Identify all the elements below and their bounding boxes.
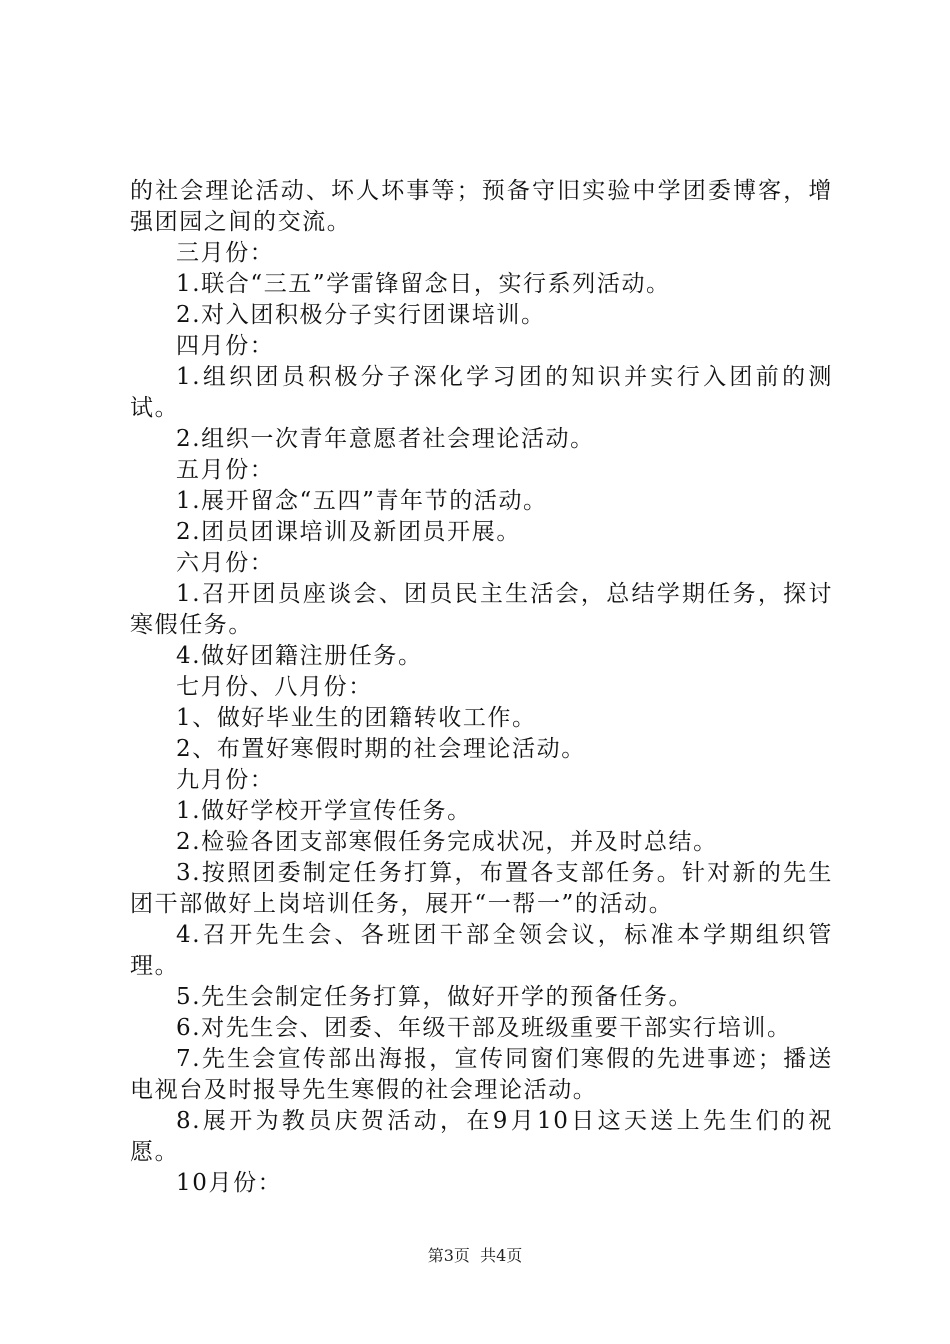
paragraph: 6.对先生会、团委、年级干部及班级重要干部实行培训。: [176, 1015, 792, 1041]
paragraph: 2.组织一次青年意愿者社会理论活动。: [176, 426, 595, 452]
paragraph: 4.做好团籍注册任务。: [176, 643, 423, 669]
paragraph: 2.团员团课培训及新团员开展。: [176, 519, 521, 545]
paragraph: 五月份：: [176, 457, 275, 483]
paragraph: 7.先生会宣传部出海报，宣传同窗们寒假的先进事迹；播送电视台及时报导先生寒假的社会理论活动。: [130, 1046, 833, 1103]
paragraph: 1.展开留念“五四”青年节的活动。: [176, 488, 548, 514]
paragraph: 5.先生会制定任务打算，做好开学的预备任务。: [176, 984, 694, 1010]
paragraph: 1.联合“三五”学雷锋留念日，实行系列活动。: [176, 271, 671, 297]
document-body: [130, 176, 833, 1199]
paragraph: 2、布置好寒假时期的社会理论活动。: [176, 736, 586, 762]
paragraph: 3.按照团委制定任务打算，布置各支部任务。针对新的先生团干部做好上岗培训任务，展开“一帮一”的活动。: [130, 860, 833, 917]
paragraph: 的社会理论活动、坏人坏事等；预备守旧实验中学团委博客，增强团园之间的交流。: [130, 178, 833, 235]
paragraph: 1.做好学校开学宣传任务。: [176, 798, 472, 824]
paragraph: 三月份：: [176, 240, 275, 266]
page-number: 第3页: [427, 1246, 470, 1265]
paragraph: 四月份：: [176, 333, 275, 359]
paragraph: 1.召开团员座谈会、团员民主生活会，总结学期任务，探讨寒假任务。: [130, 581, 833, 638]
paragraph: 2.检验各团支部寒假任务完成状况，并及时总结。: [176, 829, 718, 855]
paragraph: 九月份：: [176, 767, 275, 793]
page-total: 共4页: [480, 1246, 523, 1265]
paragraph: 1、做好毕业生的团籍转收工作。: [176, 705, 537, 731]
paragraph: 2.对入团积极分子实行团课培训。: [176, 302, 546, 328]
paragraph: 4.召开先生会、各班团干部全领会议，标准本学期组织管理。: [130, 922, 833, 979]
paragraph: 8.展开为教员庆贺活动，在9月10日这天送上先生们的祝愿。: [130, 1108, 833, 1165]
paragraph: 六月份：: [176, 550, 275, 576]
paragraph: 七月份、八月份：: [176, 674, 373, 700]
paragraph: 10月份：: [176, 1170, 283, 1196]
page-footer: [0, 1246, 950, 1266]
paragraph: 1.组织团员积极分子深化学习团的知识并实行入团前的测试。: [130, 364, 833, 421]
footer-spacer: [470, 1246, 480, 1265]
